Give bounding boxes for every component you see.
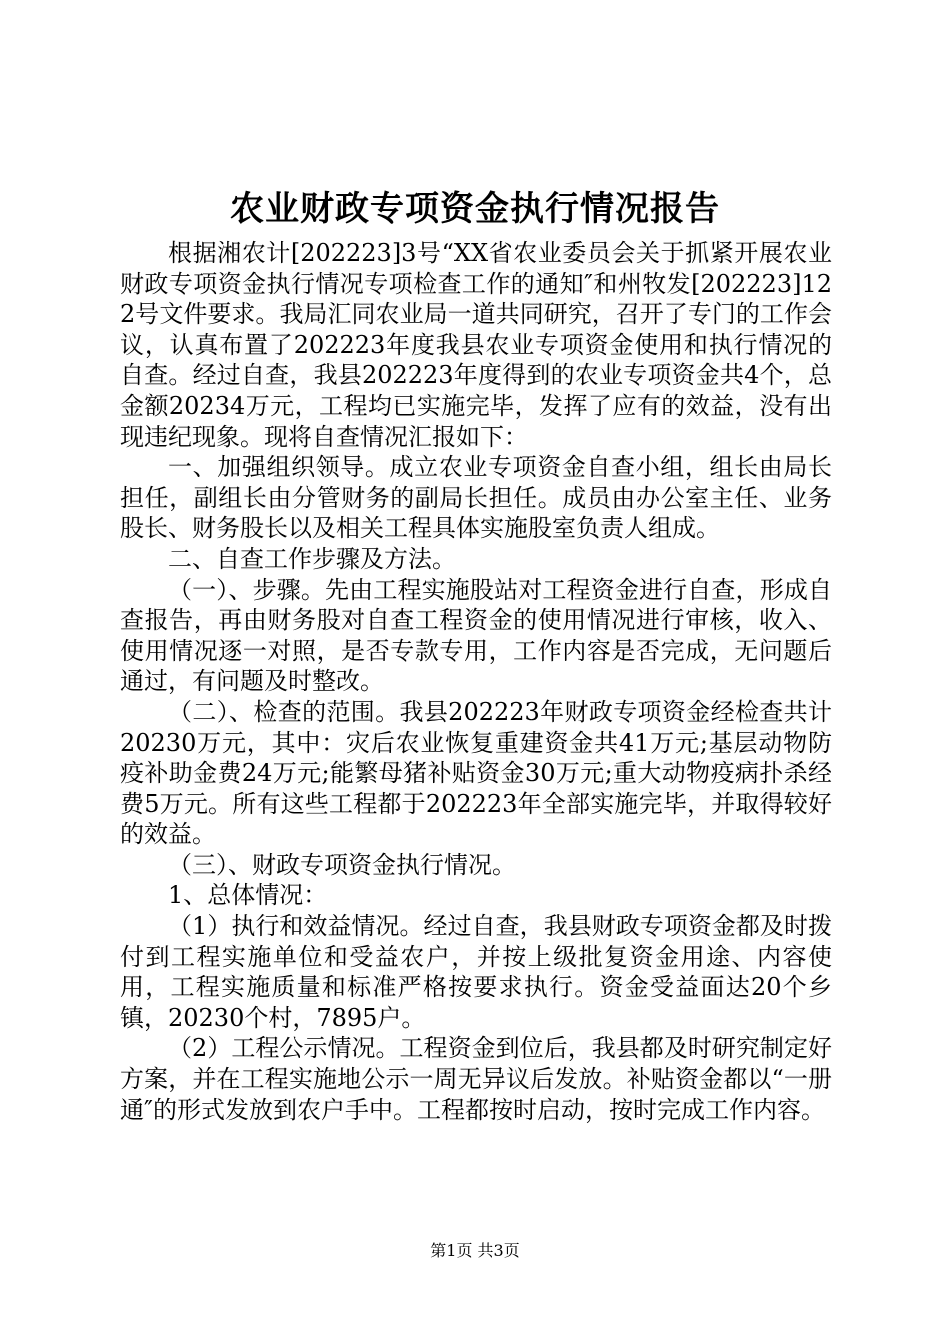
- document-body: [120, 238, 832, 1125]
- paragraph-overall-heading: 1、总体情况：: [168, 881, 328, 910]
- paragraph-intro: 根据湘农计[202223]3号“XX省农业委员会关于抓紧开展农业财政专项资金执行情况专项检查工作的通知″和州牧发[202223]122号文件要求。我局汇同农业局一道共同研究，召开了专门的工作会议，认真布置了202223年度我县农业专项资金使用和执行情况的自查。经过自查，我县202223年度得到的农业专项资金共4个，总金额20234万元，工程均已实施完毕，发挥了应有的效益，没有出现违纪现象。现将自查情况汇报如下：: [120, 239, 832, 451]
- paragraph-publicity: （2）工程公示情况。工程资金到位后，我县都及时研究制定好方案，并在工程实施地公示一周无异议后发放。补贴资金都以“一册通″的形式发放到农户手中。工程都按时启动，按时完成工作内容。: [120, 1034, 832, 1124]
- paragraph-section-2-heading: 二、自查工作步骤及方法。: [168, 544, 456, 573]
- page-footer: 第1页 共3页: [430, 1241, 520, 1260]
- paragraph-execution-benefit: （1）执行和效益情况。经过自查，我县财政专项资金都及时拨付到工程实施单位和受益农户，并按上级批复资金用途、内容使用，工程实施质量和标准严格按要求执行。资金受益面达20个乡镇，20230个村，7895户。: [120, 912, 832, 1032]
- paragraph-execution-heading: （三）、财政专项资金执行情况。: [168, 850, 516, 879]
- document-title: 农业财政专项资金执行情况报告: [230, 189, 720, 229]
- paragraph-steps: （一）、步骤。先由工程实施股站对工程资金进行自查，形成自查报告，再由财务股对自查工程资金的使用情况进行审核，收入、使用情况逐一对照，是否专款专用，工作内容是否完成，无问题后通过，有问题及时整改。: [120, 575, 832, 696]
- paragraph-scope: （二）、检查的范围。我县202223年财政专项资金经检查共计20230万元，其中：灾后农业恢复重建资金共41万元;基层动物防疫补助金费24万元;能繁母猪补贴资金30万元;重大动物疫病扑杀经费5万元。所有这些工程都于202223年全部实施完毕，并取得较好的效益。: [120, 697, 832, 849]
- paragraph-section-1: 一、加强组织领导。成立农业专项资金自查小组，组长由局长担任，副组长由分管财务的副局长担任。成员由办公室主任、业务股长、财务股长以及相关工程具体实施股室负责人组成。: [120, 453, 832, 543]
